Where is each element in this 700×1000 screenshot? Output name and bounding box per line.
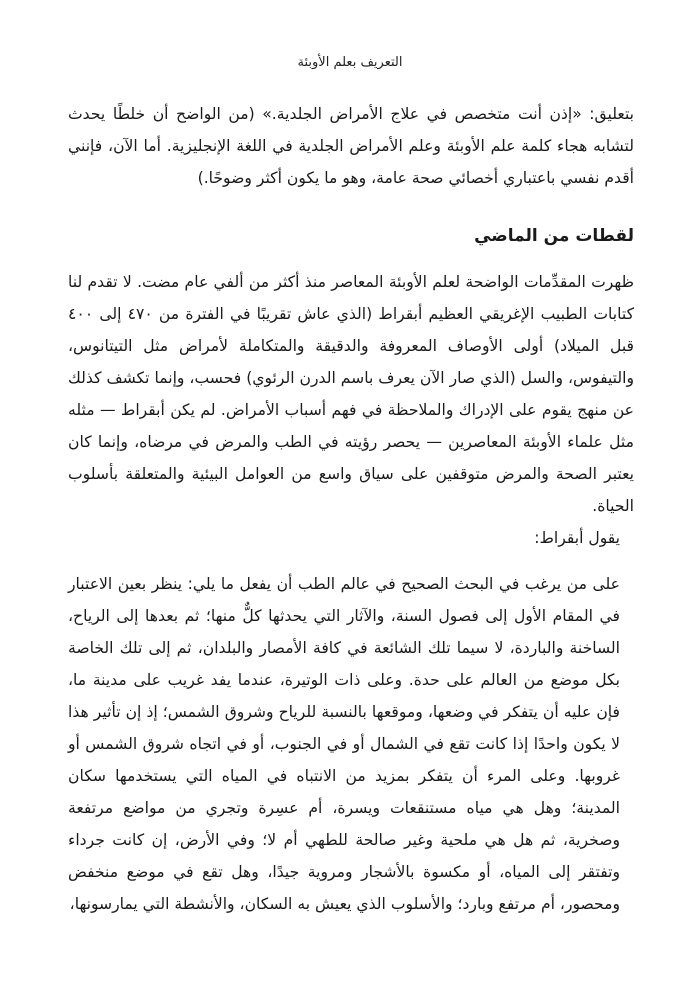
section-heading: لقطات من الماضي bbox=[474, 226, 634, 246]
hippocrates-quote: على من يرغب في البحث الصحيح في عالم الطب أن يفعل ما يلي: ينظر بعين الاعتبار في المقام الأول إلى فصول السنة، والآثار التي يحدثها كلٌّ منها؛ ثم بعدها إلى الرياح، الساخنة والباردة، لا سيما تلك الشائعة في كافة الأمصار والبلدان، ثم إلى تلك الخاصة بكل موضع من العالم على حدة. وعلى ذات الوتيرة، عندما يفد غريب على مدينة ما، فإن عليه أن يتفكر في وضعها، وموقعها بالنسبة للرياح وشروق الشمس؛ إذ إن تأثير هذا لا يكون واحدًا إذا كانت تقع في الشمال أو في الجنوب، أو في اتجاه شروق الشمس أو غروبها. وعلى المرء أن يتفكر بمزيد من الانتباه في المياه التي يستخدمها سكان المدينة؛ وهل هي مياه مستنقعات ويسرة، أم عسِرة وتجري من مواضع مرتفعة وصخرية، ثم هل هي ملحية وغير صالحة للطهي أم لا؛ وفي الأرض، إن كانت جرداء وتفتقر إلى المياه، أو مكسوة بالأشجار ومروية جيدًا، وهل تقع في موضع منخفض ومحصور، أم مرتفع وبارد؛ والأسلوب الذي يعيش به السكان، والأنشطة التي يمارسونها، bbox=[68, 575, 620, 913]
quote-intro: يقول أبقراط: bbox=[534, 529, 620, 547]
page-body bbox=[68, 98, 634, 920]
intro-paragraph: بتعليق: «إذن أنت متخصص في علاج الأمراض الجلدية.» (من الواضح أن خلطًا يحدث لتشابه هجاء كلمة علم الأوبئة وعلم الأمراض الجلدية في اللغة الإنجليزية. أما الآن، فإنني أقدم نفسي باعتباري أخصائي صحة عامة، وهو ما يكون أكثر وضوحًا.) bbox=[68, 105, 634, 187]
running-header: التعريف بعلم الأوبئة bbox=[297, 55, 403, 70]
history-paragraph: ظهرت المقدِّمات الواضحة لعلم الأوبئة المعاصر منذ أكثر من ألفي عام مضت. لا تقدم لنا كتابات الطبيب الإغريقي العظيم أبقراط (الذي عاش تقريبًا في الفترة من ٤٧٠ إلى ٤٠٠ قبل الميلاد) أولى الأوصاف المعروفة والدقيقة والمتكاملة لأمراض مثل التيتانوس، والتيفوس، والسل (الذي صار الآن يعرف باسم الدرن الرئوي) فحسب، وإنما تكشف كذلك عن منهج يقوم على الإدراك والملاحظة في فهم أسباب الأمراض. لم يكن أبقراط — مثله مثل علماء الأوبئة المعاصرين — يحصر رؤيته في الطب والمرض في مرضاه، وإنما كان يعتبر الصحة والمرض متوقفين على سياق واسع من العوامل البيئية والمتعلقة بأسلوب الحياة. bbox=[68, 273, 634, 515]
